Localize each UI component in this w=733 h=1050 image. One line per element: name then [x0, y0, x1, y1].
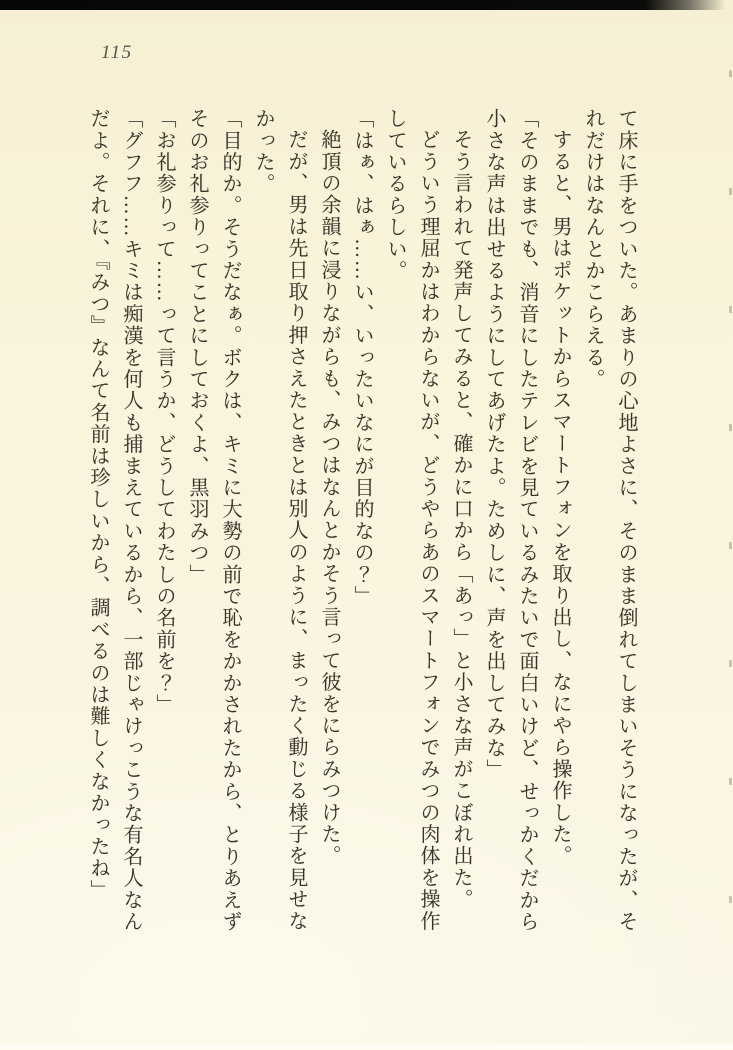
page-number: 115 — [101, 42, 133, 63]
paragraph-6: 「はぁ、はぁ……い、いったいなにが目的なの？」 — [351, 108, 373, 608]
scan-edge-bottom — [0, 1042, 733, 1050]
paragraph-10: 「お礼参りって……って言うか、どうしてわたしの名前を？」 — [153, 108, 175, 716]
paragraph-9: 「目的か。そうだなぁ。ボクは、キミに大勢の前で恥をかかされたから、とりあえずそのお礼参りってことにしておくよ、黒羽みつ」 — [186, 108, 241, 933]
paragraph-4: そう言われて発声してみると、確かに口から「あっ」と小さな声がこぼれ出た。 — [450, 129, 472, 911]
paragraph-1: て床に手をついた。あまりの心地よさに、そのまま倒れてしまいそうになったが、それだけはなんとかこらえる。 — [582, 108, 637, 933]
paragraph-5: どういう理屈かはわからないが、どうやらあのスマートフォンでみつの肉体を操作しているらしい。 — [384, 108, 439, 932]
scan-edge-top — [0, 0, 733, 10]
scan-edge-right-marks — [729, 70, 732, 960]
paragraph-11: 「グフフ……キミは痴漢を何人も捕まえているから、一部じゃけっこうな有名人なんだよ。それに、『みつ』なんて名前は珍しいから、調べるのは難しくなかったね」 — [87, 108, 142, 933]
paragraph-8: だが、男は先日取り押さえたときとは別人のように、まったく動じる様子を見せなかった。 — [252, 108, 307, 932]
paragraph-2: すると、男はポケットからスマートフォンを取り出し、なにやら操作した。 — [549, 129, 571, 867]
paragraph-7: 絶頂の余韻に浸りながらも、みつはなんとかそう言って彼をにらみつけた。 — [318, 129, 340, 867]
paragraph-3: 「そのままでも、消音にしたテレビを見ているみたいで面白いけど、せっかくだから小さな声は出せるようにしてあげたよ。ためしに、声を出してみな」 — [483, 108, 538, 933]
text-block — [79, 108, 642, 935]
